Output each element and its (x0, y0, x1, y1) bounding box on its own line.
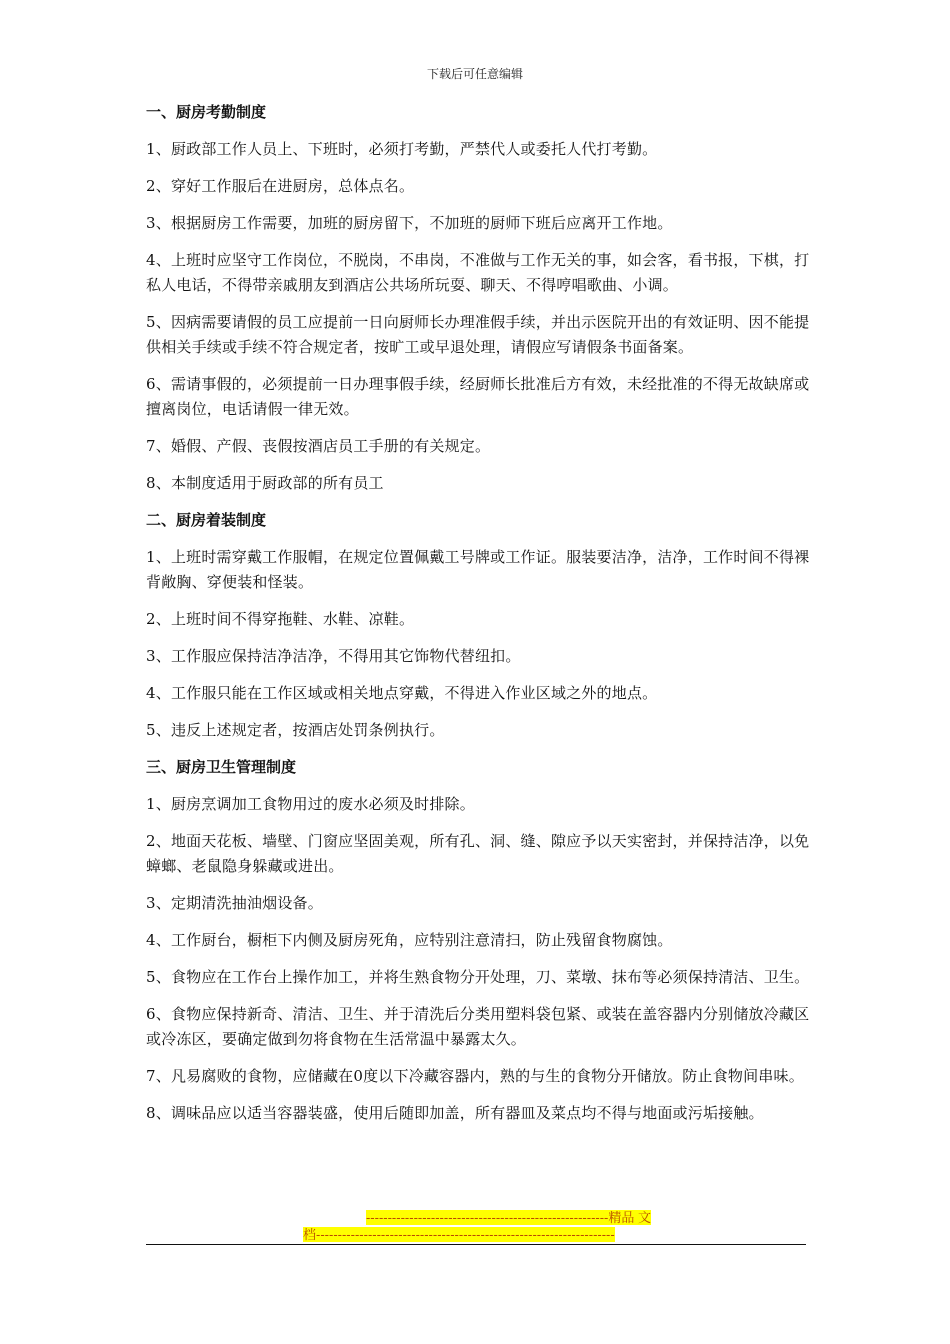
list-item: 7、婚假、产假、丧假按酒店员工手册的有关规定。 (146, 437, 491, 455)
list-item: 1、厨政部工作人员上、下班时，必须打考勤，严禁代人或委托人代打考勤。 (146, 140, 658, 158)
list-item: 8、调味品应以适当容器装盛，使用后随即加盖，所有器皿及菜点均不得与地面或污垢接触。 (146, 1104, 764, 1122)
list-item: 4、工作服只能在工作区域或相关地点穿戴，不得进入作业区域之外的地点。 (146, 684, 658, 702)
list-item: 5、食物应在工作台上操作加工，并将生熟食物分开处理，刀、菜墩、抹布等必须保持清洁、卫生。 (146, 968, 810, 986)
list-item: 2、地面天花板、墙壁、门窗应坚固美观，所有孔、洞、缝、隙应予以天实密封，并保持洁净，以免蟑螂、老鼠隐身躲藏或进出。 (146, 832, 810, 875)
list-item: 6、食物应保持新奇、清洁、卫生、并于清洗后分类用塑料袋包紧、或装在盖容器内分别储放冷藏区或冷冻区，要确定做到勿将食物在生活常温中暴露太久。 (146, 1005, 810, 1048)
list-item: 3、根据厨房工作需要，加班的厨房留下，不加班的厨师下班后应离开工作地。 (146, 214, 673, 232)
footer-line-2: 档--------------------------------------------------------------------- (303, 1227, 615, 1242)
list-item: 3、定期清洗抽油烟设备。 (146, 894, 323, 912)
list-item: 1、厨房烹调加工食物用过的废水必须及时排除。 (146, 795, 475, 813)
section-title: 一、厨房考勤制度 (146, 103, 267, 121)
list-item: 6、需请事假的，必须提前一日办理事假手续，经厨师长批准后方有效，未经批准的不得无故缺席或擅离岗位，电话请假一律无效。 (146, 375, 810, 418)
footer-line-1: --------------------------------------------------------精品 文 (365, 1210, 651, 1225)
list-item: 5、违反上述规定者，按酒店处罚条例执行。 (146, 721, 445, 739)
list-item: 5、因病需要请假的员工应提前一日向厨师长办理准假手续，并出示医院开出的有效证明、因不能提供相关手续或手续不符合规定者，按旷工或早退处理，请假应写请假条书面备案。 (146, 313, 810, 356)
list-item: 2、上班时间不得穿拖鞋、水鞋、凉鞋。 (146, 610, 415, 628)
list-item: 1、上班时需穿戴工作服帽，在规定位置佩戴工号牌或工作证。服装要洁净，洁净，工作时间不得裸背敞胸、穿便装和怪装。 (146, 548, 810, 591)
list-item: 7、凡易腐败的食物，应储藏在0度以下冷藏容器内，熟的与生的食物分开储放。防止食物间串味。 (146, 1067, 804, 1085)
footer-divider (146, 1244, 806, 1245)
section-title: 二、厨房着装制度 (146, 511, 267, 529)
list-item: 2、穿好工作服后在进厨房，总体点名。 (146, 177, 415, 195)
footer-watermark (303, 1209, 651, 1243)
list-item: 4、工作厨台，橱柜下内侧及厨房死角，应特别注意清扫，防止残留食物腐蚀。 (146, 931, 673, 949)
section-title: 三、厨房卫生管理制度 (146, 758, 297, 776)
section-dress-code (146, 508, 822, 743)
section-attendance (146, 100, 822, 496)
section-hygiene (146, 755, 822, 1126)
page-header: 下载后可任意编辑 (426, 67, 523, 81)
list-item: 3、工作服应保持洁净洁净，不得用其它饰物代替纽扣。 (146, 647, 521, 665)
list-item: 8、本制度适用于厨政部的所有员工 (146, 474, 384, 492)
document-body (146, 100, 822, 1138)
list-item: 4、上班时应坚守工作岗位，不脱岗，不串岗，不准做与工作无关的事，如会客，看书报，下棋，打私人电话，不得带亲戚朋友到酒店公共场所玩耍、聊天、不得哼唱歌曲、小调。 (146, 251, 810, 294)
